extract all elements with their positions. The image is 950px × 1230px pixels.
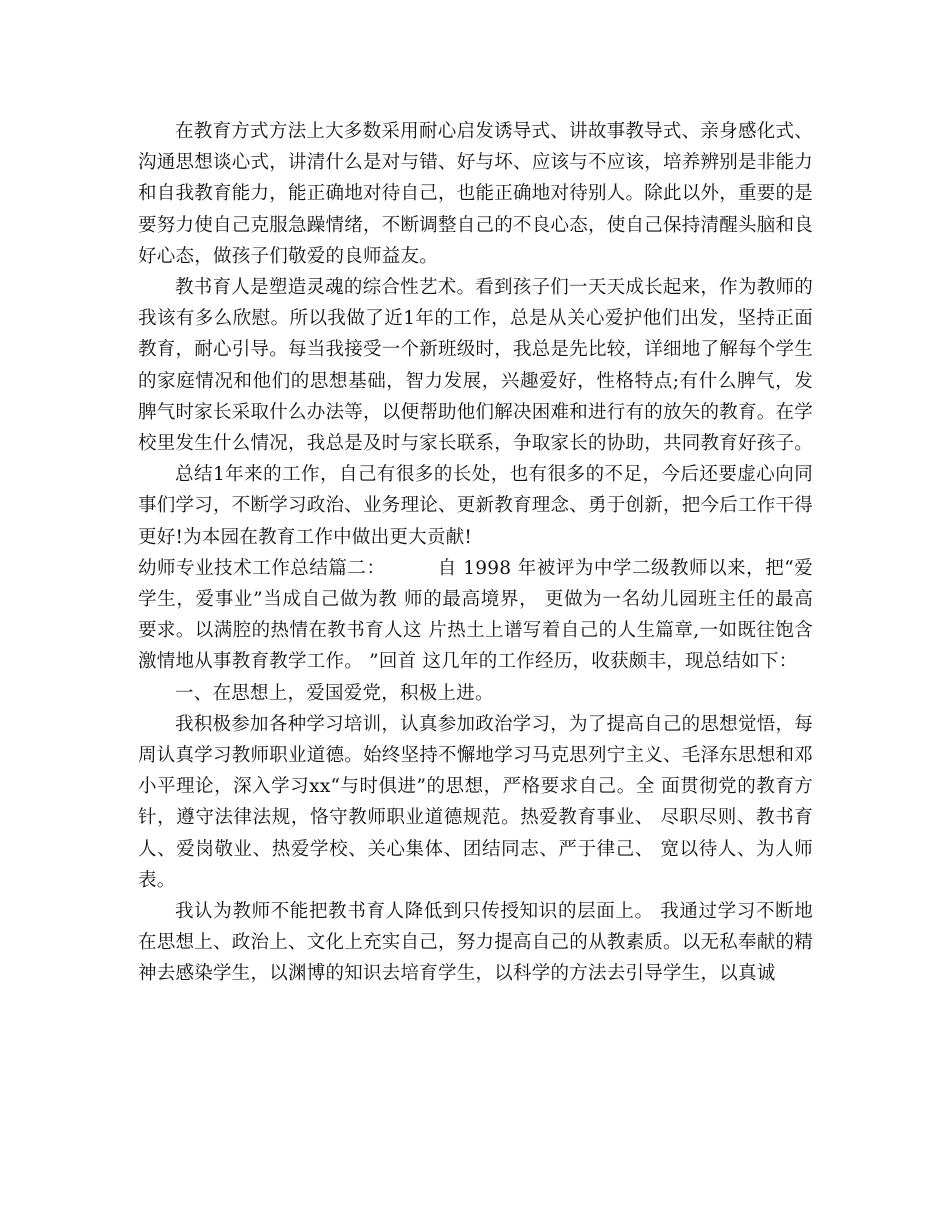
paragraph-teaching-methods: 在教育方式方法上大多数采用耐心启发诱导式、讲故事教导式、亲身感化式、沟通思想谈心式，讲清什么是对与错、好与坏、应该与不应该，培养辨别是非能力和自我教育能力，能正确地对待自己，也能正确地对待别人。除此以外，重要的是要努力使自己克服急躁情绪，不断调整自己的不良心态，使自己保持清醒头脑和良好心态，做孩子们敬爱的良师益友。: [138, 121, 814, 267]
section-heading: 幼师专业技术工作总结篇二：: [138, 557, 386, 579]
document-body: [138, 116, 813, 990]
section-two-intro: [138, 553, 813, 678]
section-intro-text: 自 1998 年被评为中学二级教师以来，把“爱学生，爱事业”当成自己做为教 师的最高境界， 更做为一名幼儿园班主任的最高要求。以满腔的热情在教书育人这 片热土上谱写着自己的人生篇章,一如既往饱含激情地从事教育教学工作。 ”回首 这几年的工作经历，收获颇丰，现总结如下：: [138, 557, 813, 673]
paragraph-summary: 总结1年来的工作，自己有很多的长处，也有很多的不足，今后还要虚心向同事们学习，不断学习政治、业务理论、更新教育理念、勇于创新，把今后工作干得更好!为本园在教育工作中做出更大贡献!: [138, 464, 814, 548]
paragraph-study-training: 我积极参加各种学习培训，认真参加政治学习，为了提高自己的思想觉悟，每周认真学习教师职业道德。始终坚持不懈地学习马克思列宁主义、毛泽东思想和邓小平理论，深入学习xx“与时俱进”的思想，严格要求自己。全 面贯彻党的教育方针，遵守法律法规，恪守教师职业道德规范。热爱教育事业、 尽职尽则、教书育人、爱岗敬业、热爱学校、关心集体、团结同志、严于律己、 宽以待人、为人师表。: [138, 713, 814, 891]
paragraph-teacher-role: 我认为教师不能把教书育人降低到只传授知识的层面上。 我通过学习不断地在思想上、政治上、文化上充实自己，努力提高自己的从教素质。以无私奉献的精神去感染学生，以渊博的知识去培育学生，以科学的方法去引导学生，以真诚: [138, 901, 814, 985]
paragraph-shaping-souls: 教书育人是塑造灵魂的综合性艺术。看到孩子们一天天成长起来，作为教师的我该有多么欣慰。所以我做了近1年的工作，总是从关心爱护他们出发，坚持正面教育，耐心引导。每当我接受一个新班级时，我总是先比较，详细地了解每个学生的家庭情况和他们的思想基础，智力发展，兴趣爱好，性格特点;有什么脾气，发脾气时家长采取什么办法等，以便帮助他们解决困难和进行有的放矢的教育。在学校里发生什么情况，我总是及时与家长联系，争取家长的协助，共同教育好孩子。: [138, 277, 814, 455]
subheading-ideology: 一、在思想上，爱国爱党，积极上进。: [175, 682, 494, 704]
